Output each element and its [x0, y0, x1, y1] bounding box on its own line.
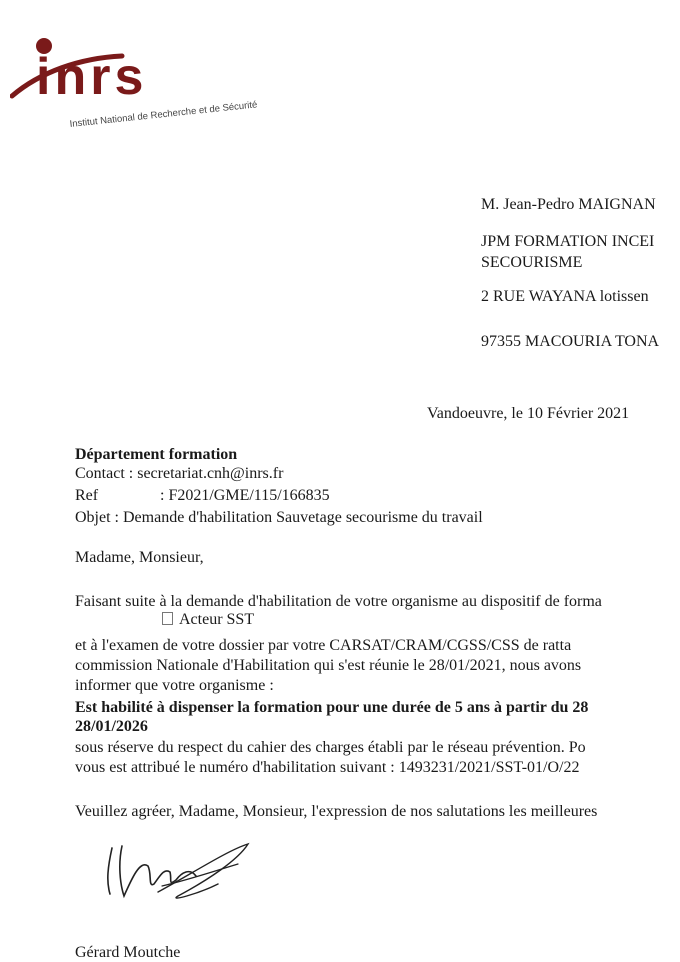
contact-value: secretariat.cnh@inrs.fr — [137, 465, 284, 482]
recipient-street: 2 RUE WAYANA lotissen — [481, 288, 649, 305]
object-line — [75, 509, 483, 527]
habilitation-statement: Est habilité à dispenser la formation pour une durée de 5 ans à partir du 28 — [75, 699, 589, 716]
recipient-company-line1: JPM FORMATION INCEI — [481, 233, 655, 250]
recipient-name: M. Jean-Pedro MAIGNAN — [481, 196, 656, 213]
recipient-city: 97355 MACOURIA TONA — [481, 333, 660, 350]
handwritten-signature — [98, 836, 258, 916]
para1-line4: informer que votre organisme : — [75, 677, 274, 694]
para2-line1: sous réserve du respect du cahier des charges établi par le réseau prévention. Po — [75, 739, 586, 756]
checkbox-icon — [162, 612, 173, 625]
checkbox-item-label: Acteur SST — [179, 611, 255, 628]
salutation: Madame, Monsieur, — [75, 549, 204, 566]
checkbox-item — [162, 611, 254, 629]
para1-line2: et à l'examen de votre dossier par votre CARSAT/CRAM/CGSS/CSS de ratta — [75, 637, 572, 654]
ref-label: Ref — [75, 487, 99, 504]
signatory-name: Gérard Moutche — [75, 944, 181, 961]
object-label: Objet : — [75, 509, 119, 526]
contact-label: Contact : — [75, 465, 134, 482]
department-heading: Département formation — [75, 446, 238, 463]
place-date: Vandoeuvre, le 10 Février 2021 — [427, 405, 630, 422]
institute-name: Institut National de Recherche et de Sécurité — [69, 99, 258, 130]
object-value: Demande d'habilitation Sauvetage secourisme du travail — [123, 509, 483, 526]
inrs-logo — [10, 34, 260, 134]
contact-line — [75, 465, 283, 483]
para1-line1: Faisant suite à la demande d'habilitation de votre organisme au dispositif de forma — [75, 593, 602, 610]
habilitation-end-date: 28/01/2026 — [75, 718, 148, 735]
para1-line3: commission Nationale d'Habilitation qui s'est réunie le 28/01/2021, nous avons — [75, 657, 582, 674]
logo-word: inrs — [36, 48, 148, 106]
closing-formula: Veuillez agréer, Madame, Monsieur, l'expression de nos salutations les meilleures — [75, 803, 598, 820]
ref-value: : F2021/GME/115/166835 — [160, 487, 330, 504]
para2-line2: vous est attribué le numéro d'habilitation suivant : 1493231/2021/SST-01/O/22 — [75, 759, 580, 776]
recipient-company-line2: SECOURISME — [481, 254, 583, 271]
